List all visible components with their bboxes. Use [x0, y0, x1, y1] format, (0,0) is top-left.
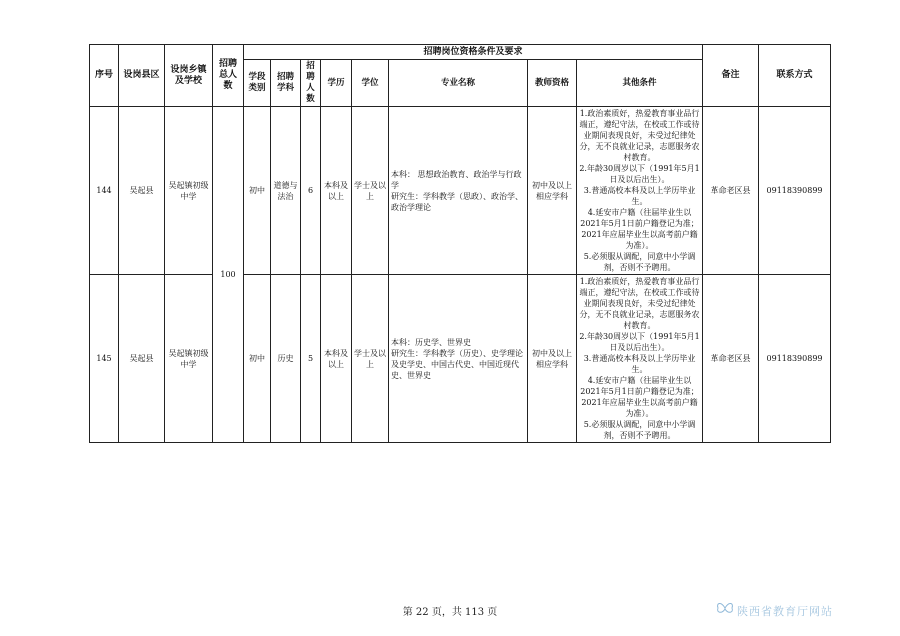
row-contact: 09118390899 — [759, 107, 831, 275]
row-cert: 初中及以上相应学科 — [528, 275, 577, 443]
header-subject: 招聘学科 — [271, 60, 301, 107]
row-education: 本科及以上 — [321, 107, 352, 275]
row-no: 144 — [90, 107, 119, 275]
row-contact: 09118390899 — [759, 275, 831, 443]
row-remarks: 革命老区县 — [703, 107, 759, 275]
condition-item: 3.普通高校本科及以上学历毕业生。 — [583, 186, 696, 206]
header-other: 其他条件 — [577, 60, 703, 107]
watermark-text: 陕西省教育厅网站 — [737, 605, 833, 618]
condition-item: 1.政治素质好，热爱教育事业品行端正，遵纪守法，在校或工作或待业期间表现良好，未受过纪律处分，无不良就业记录，志愿服务农村教育。 — [579, 277, 700, 330]
row-school: 吴起镇初级中学 — [165, 107, 213, 275]
total-recruit-value: 100 — [213, 107, 244, 443]
condition-item: 3.普通高校本科及以上学历毕业生。 — [583, 354, 696, 374]
header-recruit-count: 招聘人数 — [301, 60, 321, 107]
header-teacher-cert: 教师资格 — [528, 60, 577, 107]
header-county: 设岗县区 — [119, 45, 165, 107]
row-conditions — [577, 107, 703, 275]
condition-item: 4.延安市户籍（往届毕业生以2021年5月1日前户籍登记为准；2021年应届毕业生以高考前户籍为准）。 — [580, 376, 699, 418]
row-subject: 道德与法治 — [271, 107, 301, 275]
row-remarks: 革命老区县 — [703, 275, 759, 443]
page-number: 第 22 页，共 113 页 — [402, 607, 498, 618]
header-contact: 联系方式 — [759, 45, 831, 107]
row-count: 5 — [301, 275, 321, 443]
header-major: 专业名称 — [389, 60, 528, 107]
header-education: 学历 — [321, 60, 352, 107]
row-school: 吴起镇初级中学 — [165, 275, 213, 443]
header-remarks: 备注 — [703, 45, 759, 107]
row-major: 本科： 思想政治教育、政治学与行政学 研究生：学科教学（思政）、政治学、政治学理论 — [389, 107, 528, 275]
row-stage: 初中 — [244, 107, 271, 275]
header-degree: 学位 — [352, 60, 389, 107]
row-degree: 学士及以上 — [352, 107, 389, 275]
condition-item: 4.延安市户籍（往届毕业生以2021年5月1日前户籍登记为准；2021年应届毕业生以高考前户籍为准）。 — [580, 208, 699, 250]
header-town-school: 设岗乡镇及学校 — [165, 45, 213, 107]
condition-item: 5.必须服从调配，同意中小学调剂，否则不予聘用。 — [583, 420, 696, 440]
row-major: 本科：历史学、世界史 研究生：学科教学（历史）、史学理论及史学史、中国古代史、中国近现代史、世界史 — [389, 275, 528, 443]
row-subject: 历史 — [271, 275, 301, 443]
header-total-recruit: 招聘总人数 — [213, 45, 244, 107]
row-count: 6 — [301, 107, 321, 275]
row-county: 吴起县 — [119, 275, 165, 443]
table-row — [90, 107, 831, 275]
row-stage: 初中 — [244, 275, 271, 443]
row-degree: 学士及以上 — [352, 275, 389, 443]
condition-item: 5.必须服从调配，同意中小学调剂，否则不予聘用。 — [583, 252, 696, 272]
row-cert: 初中及以上相应学科 — [528, 107, 577, 275]
header-requirements-group: 招聘岗位资格条件及要求 — [244, 45, 703, 60]
header-stage: 学段类别 — [244, 60, 271, 107]
header-no: 序号 — [90, 45, 119, 107]
row-no: 145 — [90, 275, 119, 443]
condition-item: 2.年龄30周岁以下（1991年5月1日及以后出生）。 — [579, 164, 700, 184]
condition-item: 2.年龄30周岁以下（1991年5月1日及以后出生）。 — [579, 332, 700, 352]
table-row — [90, 275, 831, 443]
recruitment-table — [89, 44, 831, 443]
condition-item: 1.政治素质好，热爱教育事业品行端正，遵纪守法，在校或工作或待业期间表现良好，未受过纪律处分，无不良就业记录，志愿服务农村教育。 — [579, 109, 700, 162]
row-conditions — [577, 275, 703, 443]
row-education: 本科及以上 — [321, 275, 352, 443]
butterfly-logo-icon — [716, 600, 734, 616]
row-county: 吴起县 — [119, 107, 165, 275]
